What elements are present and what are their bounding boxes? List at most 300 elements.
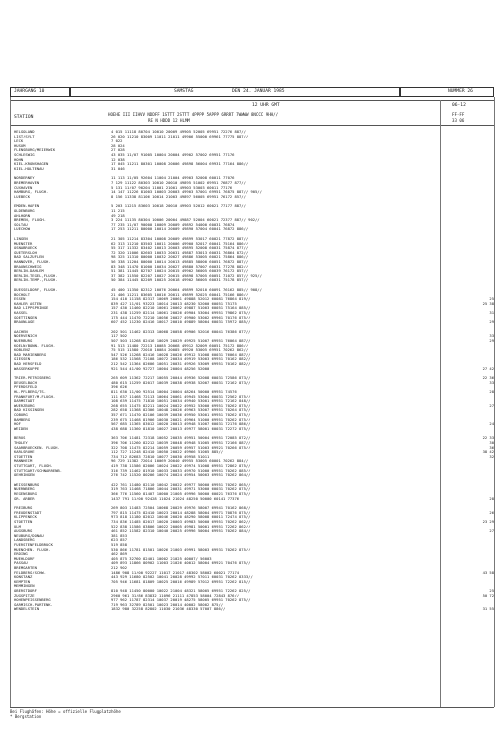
- station-name: STUTTGART/SCHNARRENB.: [14, 468, 63, 473]
- station-observation: 977 962 11787 82314 10037 20019 48275 58005 69951 70262 875//: [111, 598, 251, 602]
- station-observation: 810 948 11450 80000 10022 21004 48321 58005 69951 72262 825//: [111, 589, 251, 593]
- station-observation: 212 902: [111, 566, 128, 570]
- station-row: [14, 218, 494, 222]
- station-observation: 276 742 11520 80206 10074 20024 49954 50003 69951 70262 864//: [111, 473, 251, 477]
- station-observation: 154 410 11158 82317 10069 20061 49888 52012 60081 76864 819//: [111, 297, 251, 301]
- station-row: [14, 464, 494, 468]
- station-name: NUERNBERG: [14, 487, 35, 492]
- station-observation: 21 305 11214 83304 10008 20009 49899 53017 60021 77872 887//: [111, 237, 249, 241]
- station-wind-gust: 29: [489, 319, 494, 325]
- station-row: [14, 190, 494, 194]
- station-row: [14, 381, 494, 385]
- station-row: [14, 362, 494, 366]
- station-name: GR. ARBER: [14, 496, 35, 501]
- station-observation: 811 630 11/00 92514 10004 20004 48264 50000 69951 74576: [111, 390, 237, 394]
- station-name: OSNABRUECK: [14, 246, 37, 250]
- station-row: [14, 339, 494, 343]
- station-name: LANDSBERG: [14, 538, 35, 543]
- station-row: [14, 227, 494, 231]
- station-row: [14, 139, 494, 143]
- station-row: [14, 376, 494, 380]
- station-observation: 31 046: [111, 166, 125, 171]
- station-observation: 117 502: [111, 334, 128, 339]
- station-row: [14, 195, 494, 199]
- station-name: BOCHOLT: [14, 292, 31, 297]
- station-observation: 96 729 11382 72014 10069 20040 49955 53005 60001 70262 884//: [111, 459, 249, 464]
- station-name: KONSTANZ: [14, 575, 33, 579]
- observation-time: 12 UHR GMT: [252, 103, 280, 108]
- station-name: MUENCHEN, FLUGH.: [14, 547, 51, 552]
- station-observation: 108 639 11475 71810 10051 20034 49940 53001 69951 72162 848//: [111, 399, 251, 403]
- code-column-subheader: RE N HDDD 12 HLMM: [148, 118, 190, 123]
- station-name: CUXHAVEN: [14, 185, 33, 190]
- station-name: SOLTAU: [14, 222, 28, 227]
- station-wind-gust: 25: [489, 296, 494, 302]
- station-observation: 316 739 11462 81910 10033 20033 49970 51000 69951 70262 885//: [111, 468, 251, 473]
- station-row: [14, 589, 494, 593]
- station-column-header: STATION: [14, 115, 34, 120]
- station-row: [14, 580, 494, 584]
- station-row: [14, 348, 494, 352]
- station-row: [14, 297, 494, 301]
- station-observation: 12 038: [111, 157, 125, 162]
- station-row: [14, 302, 494, 306]
- station-row: [14, 557, 494, 561]
- station-wind-gust: 28: [489, 389, 494, 394]
- station-observation: 530 866 11781 81501 10026 21003 49991 58003 69931 70262 875//: [111, 547, 251, 552]
- station-observation: 282 658 11368 82306 10048 20026 49963 53007 69951 70264 875//: [111, 408, 251, 413]
- station-name: NOERVENICH: [14, 334, 37, 339]
- station-name: BREMERHAVEN: [14, 181, 40, 185]
- station-row: [14, 446, 494, 450]
- station-wind-gust: 25 38: [482, 300, 494, 306]
- station-observation: 239 675 11468 81906 10030 20021 49964 51000 69951 70262 875//: [111, 417, 251, 422]
- station-name: KIEL-HOLTENAU: [14, 166, 44, 171]
- station-name: NORDERNEY: [14, 176, 35, 181]
- station-observation: 21 406 11211 83605 10016 20011 49899 52025 60041 75166 886//: [111, 292, 249, 297]
- left-border: [10, 97, 11, 707]
- station-row: [14, 344, 494, 348]
- station-observation: 2960 961 31/86 83832 11096 21111 47853 58004 72843 876//: [111, 593, 240, 598]
- station-observation: 77 235 11/07 90000 10009 20009 49892 54000 60031 76874: [111, 222, 235, 227]
- station-name: THOLEY: [14, 441, 28, 445]
- station-observation: 1437 791 11/00 92428 11024 21024 48250 50000 60141 77376: [111, 496, 240, 501]
- wind-column-header: FF-FF: [452, 112, 465, 117]
- station-row: [14, 237, 494, 241]
- period-label: 06-12: [452, 103, 466, 108]
- station-name: BRAUNSCHWEIG: [14, 264, 42, 269]
- station-name: BERUS: [14, 436, 26, 441]
- station-wind-gust: 30: [489, 440, 494, 445]
- station-observation: 75 515 11580 72010 10084 20085 49920 53005 69951 70262 862//: [111, 348, 249, 352]
- station-observation: 45 400 11350 82312 10076 20064 49899 52010 60091 76162 885// 908//: [111, 288, 262, 292]
- station-name: HAMBURG, FLUGH.: [14, 190, 49, 194]
- station-wind-gust: 33: [489, 379, 494, 385]
- station-row: [14, 144, 494, 148]
- station-row: [14, 552, 494, 556]
- station-row: [14, 473, 494, 477]
- code-column-header: HOEHE III IIHVV NDDFF 1STTT 2STTT 4PPPP 5APPP 6RRRT 7WWWW 8NCCC 9HH//: [108, 112, 279, 117]
- station-row: [14, 459, 494, 463]
- station-row: [14, 487, 494, 491]
- station-name: OLDENBURG: [14, 209, 35, 213]
- station-name: STOETTEN: [14, 520, 33, 524]
- station-row: [14, 506, 494, 510]
- header-rule: [10, 100, 494, 101]
- station-name: LIST/SYLT: [14, 134, 35, 139]
- columns-rule: [10, 125, 494, 126]
- station-name: ZUGSPITZE: [14, 593, 35, 598]
- station-observation: 734 712 82683 72810 10077 20030 49958 51011: [111, 454, 210, 459]
- station-row: [14, 455, 494, 459]
- station-observation: 519 858: [111, 543, 128, 547]
- station-observation: 231 438 11259 82114 10061 20026 49904 53004 69951 79862 875//: [111, 311, 251, 315]
- wind-column-subheader: 33 06: [452, 118, 465, 123]
- station-wind-gust: 31 55: [482, 606, 494, 612]
- station-row: [14, 311, 494, 315]
- station-row: [14, 223, 494, 227]
- station-name: TRIER-PETRISBERG: [14, 376, 51, 380]
- station-name: BAD SALZUFLEN: [14, 255, 44, 260]
- station-row: [14, 251, 494, 255]
- station-row: [14, 418, 494, 422]
- station-wind-gust: 38 42: [482, 449, 494, 455]
- station-name: STOETTEN: [14, 454, 33, 459]
- station-row: [14, 566, 494, 570]
- station-row: [14, 278, 494, 282]
- station-observation: 719 963 32789 82501 10023 20014 40002 58002 875//: [111, 602, 224, 607]
- station-row: [14, 176, 494, 180]
- footnote-mountain: * Bergstation: [10, 714, 42, 719]
- station-observation: 366 776 11560 81407 10000 21005 49996 50000 60021 76376 875//: [111, 492, 251, 496]
- station-name: DEUSELBACH: [14, 380, 37, 385]
- station-row: [14, 548, 494, 552]
- station-observation: 5 203 11215 83603 10018 20010 49903 52012 60021 77177 887//: [111, 204, 246, 209]
- station-observation: 973 818 11180 82012 10046 20020 48290 58008 60011 72474 875//: [111, 515, 251, 520]
- station-row: [14, 571, 494, 575]
- station-name: GIESSEN: [14, 357, 31, 362]
- station-wind-gust: 22 33: [482, 435, 494, 441]
- station-row: [14, 525, 494, 529]
- station-name: LUECHOW: [14, 227, 31, 232]
- station-row: [14, 260, 494, 264]
- station-observation: 409 893 11866 80902 11003 21026 40012 58004 69921 70476 875//: [111, 561, 251, 566]
- station-row: [14, 242, 494, 246]
- station-observation: 567 685 11365 83012 10020 20013 49948 51007 60031 72176 886//: [111, 422, 251, 426]
- station-row: [14, 385, 494, 389]
- station-name: BERLIN-TEMP.,FLUGH.: [14, 278, 58, 283]
- station-observation: 480 615 11259 82017 10039 20038 49938 52007 60031 72162 873//: [111, 380, 251, 385]
- station-row: [14, 543, 494, 547]
- station-name: BAD MARIENBERG: [14, 352, 47, 357]
- station-name: WASSERKUPPE: [14, 366, 40, 371]
- station-row: [14, 520, 494, 524]
- station-row: [14, 469, 494, 473]
- station-name: FREIBURG: [14, 506, 33, 510]
- station-row: [14, 422, 494, 426]
- station-row: [14, 153, 494, 157]
- station-name: KOBLENZ: [14, 348, 31, 352]
- station-name: FUERSTENFELDBRUCK: [14, 543, 53, 547]
- station-observation: 419 738 11586 82006 10024 20022 49974 51008 69951 72862 875//: [111, 464, 251, 468]
- station-observation: 269 803 11483 72504 10068 20029 49976 58007 69941 70162 868//: [111, 506, 251, 510]
- station-observation: 268 655 11475 82211 10024 20022 49952 53000 69951 70262 875//: [111, 403, 251, 408]
- number-box: [400, 87, 494, 97]
- station-wind-gust: 50 72: [482, 592, 494, 598]
- station-name: BREMGARTEN: [14, 566, 37, 570]
- station-name: KEMPTEN: [14, 579, 31, 584]
- station-name: HOF: [14, 422, 21, 426]
- station-observation: 396 706 11260 82212 10039 20048 49948 51005 69951 72166 887//: [111, 441, 251, 445]
- station-wind-gust: 31: [489, 310, 494, 315]
- station-row: [14, 584, 494, 588]
- station-row: [14, 293, 494, 297]
- station-observation: 55 317 11332 83402 10013 20003 49895 52008 60031 75874 877//: [111, 246, 249, 250]
- station-observation: 507 503 11268 82416 10029 20029 49925 51007 69951 76064 887//: [111, 339, 251, 343]
- station-observation: 607 452 11230 82416 10017 20010 49889 58004 60031 75972 885//: [111, 320, 251, 324]
- station-row: [14, 269, 494, 273]
- station-observation: 322 708 11475 82214 10059 20059 49957 51003 69921 70266 875//: [111, 445, 251, 450]
- station-name: AHLHORN: [14, 213, 31, 218]
- station-name: GUETERSLOH: [14, 250, 37, 255]
- station-name: BAD LIPPSPRINGE: [14, 306, 49, 311]
- station-observation: 357 671 11470 82106 10039 20036 49950 53001 69951 70262 875//: [111, 413, 251, 417]
- station-row: [14, 130, 494, 134]
- station-observation: 319 763 11468 71806 10044 20031 49971 53000 60031 70262 875//: [111, 487, 251, 492]
- station-row: [14, 399, 494, 403]
- station-row: [14, 306, 494, 310]
- station-observation: 8 156 11338 81106 10014 21003 49897 56005 69951 76172 857//: [111, 194, 246, 199]
- station-observation: 27 028: [111, 148, 125, 153]
- station-observation: 547 526 11268 82416 10028 20026 49912 51008 60031 76064 887//: [111, 352, 251, 357]
- station-row: [14, 450, 494, 454]
- station-row: [14, 511, 494, 515]
- station-observation: 5 131 11/07 90204 11001 21001 49903 53003 60011 77176: [111, 185, 233, 190]
- station-name: BERLIN-DAHLEM: [14, 269, 44, 273]
- station-row: [14, 427, 494, 431]
- date-label: DEN 24. JANUAR 1985: [232, 89, 285, 94]
- right-border: [494, 97, 495, 707]
- station-observation: 50 384 11445 82209 10025 20018 49902 56005 60031 75178 857//: [111, 278, 249, 283]
- station-observation: 186 532 11568 72108 10072 20034 49919 53003 69951 70162 882//: [111, 357, 251, 362]
- station-name: BERLIN-TEGEL,FLUGH.: [14, 273, 58, 278]
- station-observation: 363 706 11481 72318 10052 20035 49951 50004 69951 72085 872//: [111, 436, 251, 441]
- station-row: [14, 492, 494, 496]
- station-observation: 26 020 11210 83009 11011 21011 49906 55000 69961 77775 887//: [111, 134, 249, 139]
- station-row: [14, 316, 494, 320]
- station-name: LUEBECK: [14, 194, 31, 199]
- station-row: [14, 594, 494, 598]
- station-observation: 43 035 11/07 91005 10004 20004 49902 57002 69951 77176: [111, 153, 235, 157]
- station-observation: 438 688 11360 81810 10027 20013 49977 58001 60031 72272 875//: [111, 426, 251, 431]
- station-name: HOHENPEISSENBERG: [14, 598, 51, 602]
- station-observation: 72 320 11006 82603 10033 20031 49887 53013 60031 76864 872//: [111, 250, 249, 255]
- station-row: [14, 575, 494, 579]
- station-row: [14, 598, 494, 602]
- station-name: FRANKFURT/M,FLUGH.: [14, 394, 56, 399]
- station-observation: 11 113 11/05 92604 11004 21004 49903 52008 60011 77076: [111, 176, 235, 181]
- station-name: KARLSRUHE: [14, 450, 35, 454]
- station-name: BRAUNLAGE: [14, 320, 35, 324]
- station-name: KLIPPENECK: [14, 515, 37, 520]
- station-observation: 37 382 11550 82207 10027 20015 49898 57005 60051 71072 857// 925//: [111, 273, 262, 278]
- station-name: PASSAU: [14, 561, 28, 566]
- station-observation: 7 022: [111, 139, 123, 143]
- station-row: [14, 538, 494, 542]
- station-row: [14, 255, 494, 259]
- station-name: PFERDSFELD: [14, 385, 37, 390]
- station-row: [14, 334, 494, 338]
- station-observation: 28 024: [111, 143, 125, 148]
- station-name: ESSEN: [14, 297, 26, 301]
- station-row: [14, 274, 494, 278]
- station-name: MEMMINGEN: [14, 584, 35, 589]
- station-observation: 51 381 11445 82707 10024 20015 49902 56005 60039 76172 857//: [111, 269, 249, 273]
- station-observation: 839 427 11/01 93223 10014 20013 48230 52000 60051 75175: [111, 301, 237, 306]
- station-observation: 17 045 11211 80301 10008 20006 49898 56004 69931 77164 886//: [111, 162, 249, 166]
- station-observation: 11 215: [111, 209, 125, 213]
- station-name: FLENSBURG/MEIERWIK: [14, 148, 56, 153]
- station-wind-gust: 29: [489, 338, 494, 343]
- station-row: [14, 353, 494, 357]
- station-observation: 381 853: [111, 533, 128, 538]
- station-name: HELGOLAND: [14, 130, 35, 134]
- station-name: DARMSTADT: [14, 399, 35, 403]
- station-wind-gust: 27 42: [482, 365, 494, 371]
- station-name: GOETTINGEN: [14, 315, 37, 320]
- station-name: MUEHLDORF: [14, 556, 35, 561]
- station-name: FREUDENSTADT: [14, 510, 42, 515]
- station-name: ERDING: [14, 552, 28, 556]
- station-name: COBURG: [14, 413, 28, 417]
- station-name: SAARBRUECKEN, FLUGH.: [14, 445, 60, 450]
- station-name: WUERZBURG: [14, 403, 35, 408]
- station-row: [14, 214, 494, 218]
- station-observation: 396 626: [111, 385, 128, 390]
- station-row: [14, 186, 494, 190]
- station-name: KAHLER ASTEN: [14, 301, 42, 306]
- weekday-label: SAMSTAG: [174, 89, 194, 94]
- station-observation: 265 609 11362 72217 10055 20044 49936 52008 60031 72586 873//: [111, 376, 251, 380]
- station-observation: 462 869: [111, 552, 128, 556]
- station-row: [14, 357, 494, 361]
- station-row: [14, 515, 494, 519]
- station-name: BAD HERSFELD: [14, 362, 42, 366]
- station-row: [14, 204, 494, 208]
- station-wind-gust: 23 29: [482, 519, 494, 524]
- station-observation: 49 218: [111, 213, 125, 218]
- station-name: NEUBURG/DONAU: [14, 533, 44, 538]
- station-wind-gust: 22 36: [482, 375, 494, 381]
- station-name: STUTTGART, FLUGH.: [14, 464, 53, 468]
- station-observation: 1486 908 11/00 92227 11017 21017 48302 58002 60021 77174: [111, 570, 240, 575]
- station-name: WENDELSTEIN: [14, 607, 40, 612]
- station-row: [14, 135, 494, 139]
- station-observation: 17 253 11211 80000 10014 20009 49890 57004 60041 76872 886//: [111, 227, 249, 232]
- station-observation: 522 838 11586 83806 10022 20005 49981 50001 69951 72262 862//: [111, 524, 251, 529]
- station-observation: 734 836 11485 82017 10020 20003 49983 50000 69951 70262 862//: [111, 520, 251, 524]
- station-name: ULM: [14, 524, 21, 529]
- station-name: WEIDEN: [14, 426, 28, 431]
- station-wind-gust: 28: [489, 495, 494, 501]
- station-wind-gust: 27: [489, 402, 494, 408]
- station-row: [14, 209, 494, 213]
- station-name: LECK: [14, 139, 24, 143]
- station-row: [14, 561, 494, 565]
- station-observation: 202 501 11462 82313 10068 20058 49906 52016 60041 76386 877//: [111, 329, 251, 334]
- station-row: [14, 288, 494, 292]
- station-observation: 921 544 41/00 92727 10004 20004 48256 52000: [111, 366, 210, 371]
- station-wind-gust: 25: [489, 588, 494, 593]
- station-name: KOELN/BONN, FLUGH.: [14, 343, 56, 348]
- station-name: OEHRINGEN: [14, 473, 35, 477]
- station-observation: 111 637 11468 72113 10064 20061 49945 53004 60031 72562 875//: [111, 394, 251, 399]
- station-name: SCHLESWIG: [14, 153, 35, 157]
- station-name: BAMBERG: [14, 417, 31, 422]
- station-row: [14, 395, 494, 399]
- station-row: [14, 408, 494, 412]
- station-observation: 7 129 11122 80303 10010 20010 49895 51002 69951 76877 877//: [111, 181, 246, 185]
- station-row: [14, 320, 494, 324]
- station-observation: 623 857: [111, 538, 128, 543]
- station-observation: 157 430 11460 82210 10061 20062 49887 51003 60051 75164 885//: [111, 306, 251, 311]
- station-name: HOHN: [14, 157, 24, 162]
- station-row: [14, 162, 494, 166]
- station-name: REGENSBURG: [14, 492, 37, 496]
- station-row: [14, 181, 494, 185]
- station-wind-gust: 36: [489, 444, 494, 450]
- station-name: FELDBERG/SCHW.: [14, 570, 47, 575]
- footnote-airports: Bei Flughäfen: Höhe = offizielle Flugplatzhöhe: [10, 709, 121, 714]
- station-observation: 797 815 11475 82410 10023 20014 48288 58004 69971 70876 875//: [111, 510, 251, 515]
- station-row: [14, 265, 494, 269]
- station-row: [14, 497, 494, 501]
- station-name: LINGEN: [14, 237, 28, 241]
- station-name: HL.PFLBERG/TS.: [14, 390, 47, 394]
- station-row: [14, 167, 494, 171]
- station-row: [14, 390, 494, 394]
- station-row: [14, 158, 494, 162]
- station-row: [14, 603, 494, 607]
- station-observation: 14 147 11226 81003 10003 20003 49903 57001 69951 76875 887// 905//: [111, 190, 262, 194]
- station-observation: 1832 980 32258 82802 11030 21036 48330 57007 886//: [111, 607, 226, 612]
- station-row: [14, 529, 494, 533]
- station-observation: 405 875 32760 82401 10002 21025 40007/ 56003: [111, 556, 212, 561]
- issue-number: NUMMER 26: [448, 89, 473, 94]
- station-wind-gust: 33: [489, 333, 494, 339]
- station-observation: 56 338 11204 80000 10014 20013 49885 58000 60051 76872 887//: [111, 260, 249, 264]
- station-row: [14, 534, 494, 538]
- station-observation: 112 727 11248 82410 10050 20022 49966 51005 885//: [111, 450, 224, 454]
- station-wind-gust: 32: [489, 453, 494, 459]
- station-observation: 91 513 11480 72213 10085 20068 49912 52009 60051 75172 886//: [111, 343, 249, 348]
- station-row: [14, 246, 494, 250]
- station-observation: 3 224 11135 80304 10006 20004 49887 52004 60021 72377 887// 902//: [111, 218, 260, 222]
- station-observation: 461 852 11582 82310 10040 20025 49996 50004 69951 70262 884//: [111, 529, 251, 533]
- station-name: BAD KISSINGEN: [14, 408, 44, 413]
- station-row: [14, 483, 494, 487]
- station-observation: 4 015 11118 80704 10010 20009 49905 52005 69951 72276 887//: [111, 130, 246, 134]
- station-name: HANNOVER, FLUGH.: [14, 260, 51, 264]
- station-row: [14, 148, 494, 152]
- station-row: [14, 441, 494, 445]
- station-name: OBERSTDORF: [14, 589, 37, 593]
- station-observation: 175 444 11470 72210 10056 20027 49900 53002 69961 70176 875//: [111, 315, 251, 320]
- station-observation: 422 761 11480 82110 10042 20022 49977 50000 69951 70262 865//: [111, 482, 251, 487]
- station-row: [14, 413, 494, 417]
- station-observation: 83 348 11470 81000 10034 20027 49880 57007 60031 77278 882//: [111, 264, 249, 269]
- station-name: KIEL-KRONSHAGEN: [14, 162, 49, 166]
